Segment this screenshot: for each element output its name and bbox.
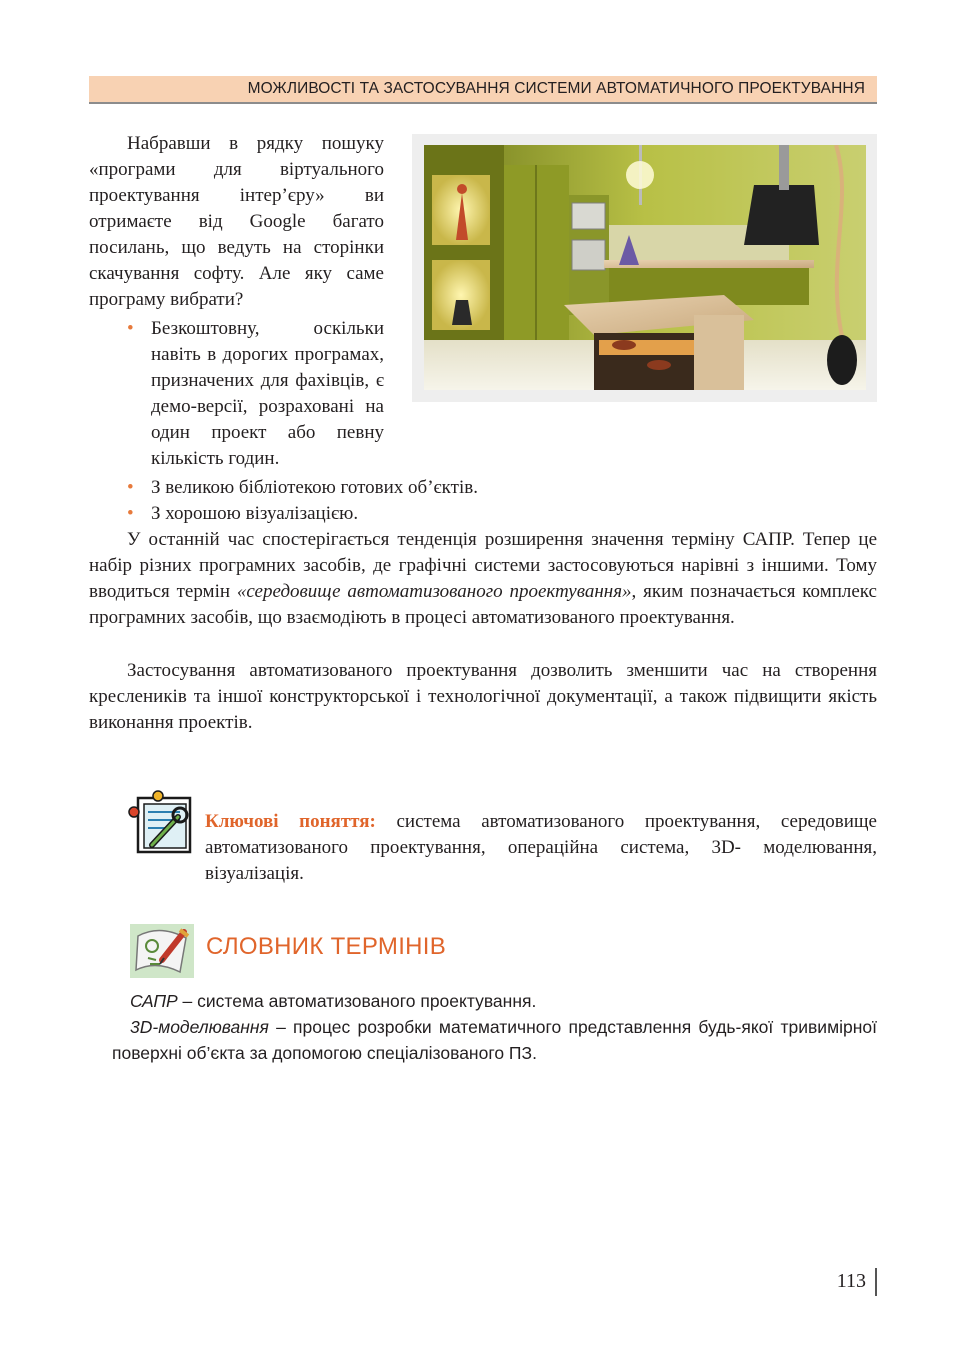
bullet-icon: •	[127, 503, 134, 524]
key-concepts-icon	[128, 790, 194, 856]
body-paragraph-benefits: Застосування автоматизованого проектування дозволить зменшити час на створення креслеників та іншої конструкторської і технологічної документації, а також підвищити якість виконання проектів.	[89, 660, 877, 733]
glossary-entry	[112, 1014, 877, 1066]
glossary-term: 3D-моделювання	[130, 1017, 269, 1037]
bullet-list-top	[89, 316, 384, 472]
page-number-rule	[875, 1268, 877, 1296]
glossary-term: САПР	[130, 991, 178, 1011]
list-item: • З великою бібліотекою готових об’єктів.	[89, 475, 649, 501]
intro-paragraph: Набравши в рядку пошуку «програми для віртуального проектування інтер’єру» ви отримаєте від Google багато посилань, що ведуть на сторінки скачування софту. Але яку саме програму вибрати?	[89, 133, 384, 310]
glossary-definition: – процес розробки математичного представлення будь-якої тривимірної поверхні об’єкта за допомогою спеціалізованого ПЗ.	[112, 1017, 877, 1063]
bullet-list-bottom	[89, 475, 649, 527]
bullet-icon: •	[127, 477, 134, 498]
glossary-definition: – система автоматизованого проектування.	[177, 991, 537, 1011]
running-header	[89, 76, 877, 104]
page-number: 113	[836, 1270, 866, 1292]
glossary-icon	[130, 920, 194, 978]
list-item: • Безкоштовну, оскільки навіть в дорогих програмах, призначених для фахівців, є демо-версії, розраховані на один проект або певну кількість годин.	[127, 318, 384, 469]
key-concepts-label: Ключові поняття:	[205, 811, 376, 832]
term-highlight: «середовище автоматизованого проектування»	[236, 581, 632, 602]
bullet-icon: •	[127, 318, 134, 339]
kitchen-interior-photo	[412, 134, 877, 402]
glossary-title: СЛОВНИК ТЕРМІНІВ	[206, 933, 447, 960]
glossary-entry	[130, 988, 877, 1014]
body-paragraph-term: У останній час спостерігається тенденція розширення значення терміну САПР. Тепер це набір різних програмних засобів, де графічні системи застосовуються нарівні з іншими. Тому вводиться термін «середовище автоматизованого проектування», яким позначається комплекс програмних засобів, що взаємодіють в процесі автоматизованого проектування.	[89, 529, 877, 628]
running-header-title: МОЖЛИВОСТІ ТА ЗАСТОСУВАННЯ СИСТЕМИ АВТОМАТИЧНОГО ПРОЕКТУВАННЯ	[247, 80, 865, 97]
kitchen-illustration	[424, 145, 866, 390]
list-item: • З хорошою візуалізацією.	[89, 501, 649, 527]
key-concepts-text: Ключові поняття: система автоматизованого проектування, середовище автоматизованого проектування, операційна система, 3D- моделювання, візуалізація.	[205, 811, 877, 884]
